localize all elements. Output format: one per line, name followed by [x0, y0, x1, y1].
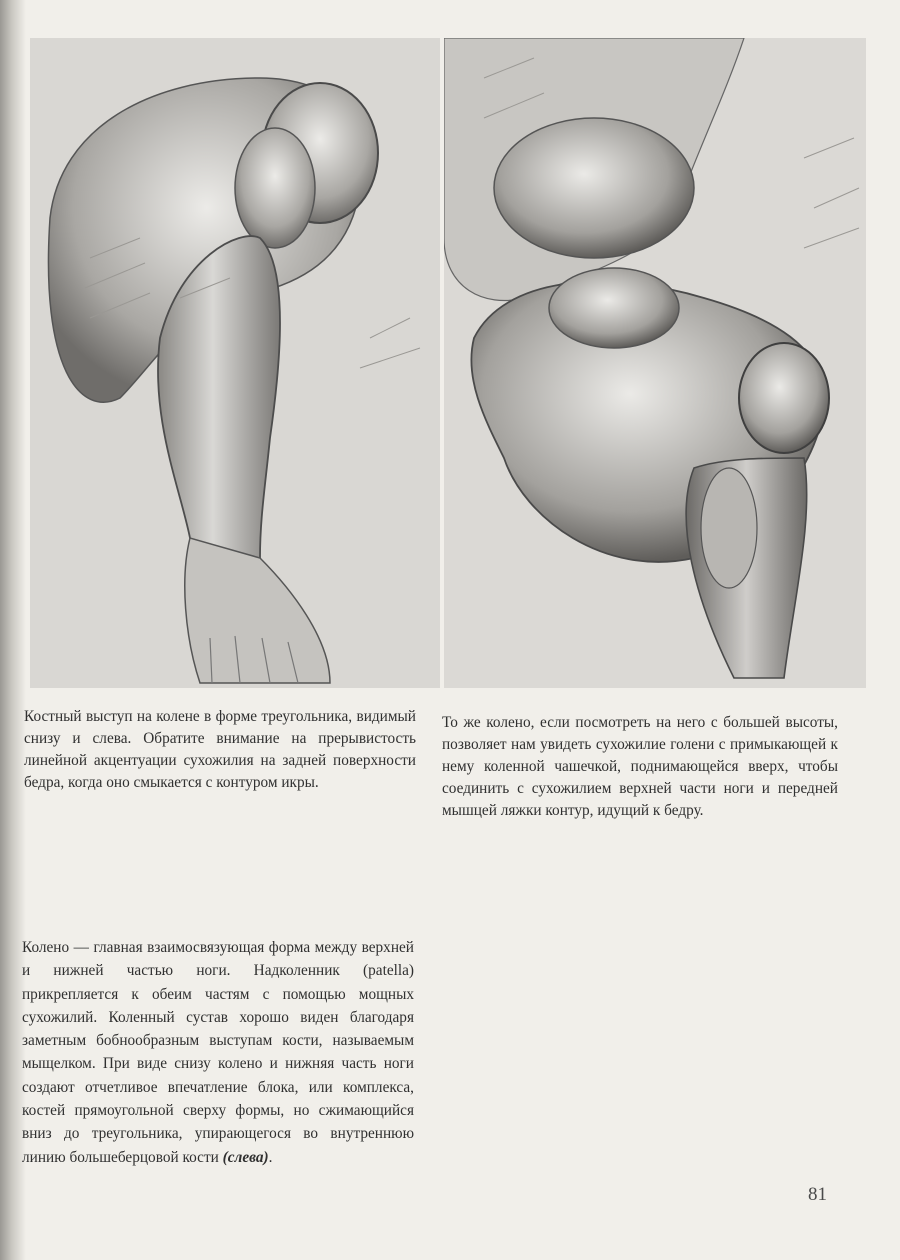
caption-left: Костный выступ на колене в форме треугольника, видимый снизу и слева. Обратите внимание на прерывистость линейной акцентуации сухожилия на задней поверхности бедра, когда оно смыкается с контуром икры.	[24, 708, 416, 791]
body-paragraph	[22, 936, 414, 1169]
knee-drawing-from-below	[30, 38, 440, 688]
body-paragraph-end: .	[268, 1148, 273, 1166]
caption-right: То же колено, если посмотреть на него с большей высоты, позволяет нам увидеть сухожилие голени с примыкающей к нему коленной чашечкой, поднимающейся вверх, чтобы соединить с сухожилием верхней части ноги и передней мышцей ляжки контур, идущий к бедру.	[442, 714, 838, 819]
body-paragraph-emphasis: (слева)	[222, 1148, 269, 1166]
page-number: 81	[808, 1184, 827, 1205]
body-paragraph-text: Колено — главная взаимосвязующая форма между верхней и нижней частью ноги. Надколенник (patella) прикрепляется к обеим частям с помощью мощных сухожилий. Коленный сустав хорошо виден благодаря заметным бобнообразным выступам кости, называемым мыщелком. При виде снизу колено и нижняя часть ноги создают отчетливое впечатление блока, или комплекса, костей прямоугольной сверху формы, но сжимающийся вниз до треугольника, упирающегося во внутреннюю линию большеберцовой кости	[22, 939, 414, 1166]
knee-drawing-from-above	[444, 38, 866, 688]
